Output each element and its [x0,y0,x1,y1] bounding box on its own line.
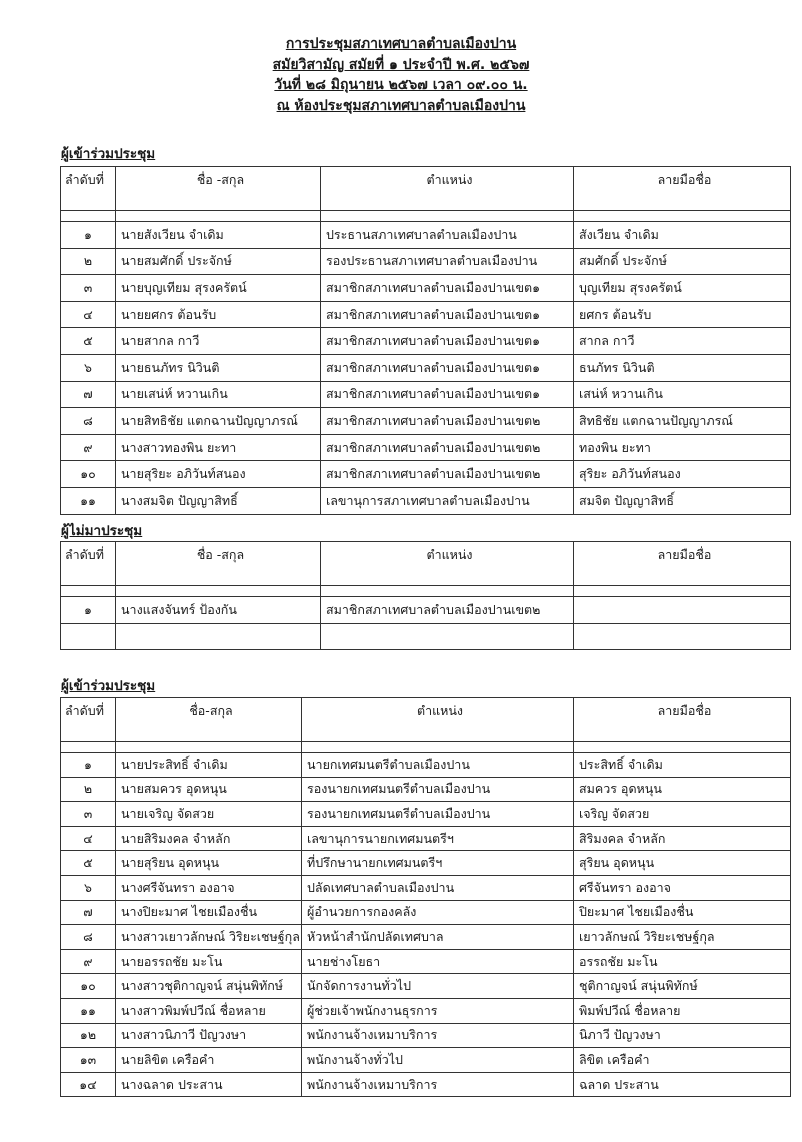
signature-cell: เยาวลักษณ์ วิริยะเชษฐ์กุล [574,925,791,950]
meeting-title: การประชุมสภาเทศบาลตำบลเมืองปาน [285,36,517,52]
attendees-table [60,166,791,515]
meeting-date-time: วันที่ ๒๘ มิถุนายน ๒๕๖๗ เวลา ๐๙.๐๐ น. [274,77,528,93]
signature-cell: ทองพิน ยะทา [574,434,791,461]
row-number-cell: ๗ [61,900,116,925]
name-cell: นายยศกร ต้อนรับ [116,301,321,328]
position-cell: พนักงานจ้างทั่วไป [302,1048,574,1073]
signature-cell: สุริยน อุดหนุน [574,851,791,876]
position-cell: สมาชิกสภาเทศบาลตำบลเมืองปานเขต๒ [321,461,574,488]
document-header [0,34,802,116]
name-cell: นายสมควร อุดหนุน [116,777,302,802]
position-cell: นายช่างโยธา [302,949,574,974]
row-number-cell: ๙ [61,434,116,461]
table-row [61,328,791,355]
signature-cell: สมควร อุดหนุน [574,777,791,802]
row-number-cell: ๑ [61,222,116,249]
name-cell: นายบุญเทียม สุรงครัตน์ [116,275,321,302]
name-cell: นายเสน่ห์ หวานเกิน [116,381,321,408]
position-cell: ที่ปรึกษานายกเทศมนตรีฯ [302,851,574,876]
spacer-cell [116,586,321,597]
name-cell: นางสาวนิภาวี ปัญวงษา [116,1023,302,1048]
position-cell: เลขานุการสภาเทศบาลตำบลเมืองปาน [321,487,574,514]
row-number-cell: ๔ [61,301,116,328]
name-cell: นายลิขิต เครือคำ [116,1048,302,1073]
table-row [61,1048,791,1073]
name-cell: นางสมจิต ปัญญาสิทธิ์ [116,487,321,514]
empty-cell [321,623,574,650]
column-header-name: ชื่อ -สกุล [116,542,321,586]
signature-cell: สิริมงคล จำหลัก [574,826,791,851]
table-row [61,461,791,488]
column-header-no: ลำดับที่ [61,167,116,211]
table-row [61,222,791,249]
position-cell: สมาชิกสภาเทศบาลตำบลเมืองปานเขต๑ [321,381,574,408]
table-row [61,998,791,1023]
signature-cell: นิภาวี ปัญวงษา [574,1023,791,1048]
spacer-row [61,742,791,753]
attendees-rows [61,211,791,515]
position-cell: ประธานสภาเทศบาลตำบลเมืองปาน [321,222,574,249]
spacer-cell [302,742,574,753]
column-header-signature: ลายมือชื่อ [574,698,791,742]
signature-cell: สมจิต ปัญญาสิทธิ์ [574,487,791,514]
empty-row [61,623,791,650]
signature-cell: บุญเทียม สุรงครัตน์ [574,275,791,302]
empty-cell [116,623,321,650]
meeting-session: สมัยวิสามัญ สมัยที่ ๑ ประจำปี พ.ศ. ๒๕๖๗ [272,56,530,73]
signature-cell: เจริญ จัดสวย [574,802,791,827]
absentees-rows [61,586,791,624]
table-row [61,974,791,999]
row-number-cell: ๑๐ [61,974,116,999]
name-cell: นายสิริมงคล จำหลัก [116,826,302,851]
row-number-cell: ๑ [61,753,116,778]
signature-cell: ศรีจันทรา องอาจ [574,875,791,900]
signature-cell: สังเวียน จำเดิม [574,222,791,249]
name-cell: นางสาวชุติกาญจน์ สนุ่นพิทักษ์ [116,974,302,999]
name-cell: นายสุริยน อุดหนุน [116,851,302,876]
spacer-cell [61,586,116,597]
position-cell: รองนายกเทศมนตรีตำบลเมืองปาน [302,777,574,802]
signature-cell: สุริยะ อภิวันท์สนอง [574,461,791,488]
table-row [61,1023,791,1048]
position-cell: สมาชิกสภาเทศบาลตำบลเมืองปานเขต๑ [321,328,574,355]
spacer-cell [574,742,791,753]
row-number-cell: ๑๓ [61,1048,116,1073]
position-cell: นักจัดการงานทั่วไป [302,974,574,999]
row-number-cell: ๑๑ [61,487,116,514]
table-row [61,826,791,851]
row-number-cell: ๑๑ [61,998,116,1023]
table-row [61,925,791,950]
table-row [61,248,791,275]
table-row [61,1072,791,1097]
table-row [61,301,791,328]
position-cell: สมาชิกสภาเทศบาลตำบลเมืองปานเขต๑ [321,354,574,381]
signature-cell: เสน่ห์ หวานเกิน [574,381,791,408]
spacer-row [61,586,791,597]
table-row [61,408,791,435]
row-number-cell: ๒ [61,248,116,275]
row-number-cell: ๖ [61,875,116,900]
row-number-cell: ๗ [61,381,116,408]
column-header-no: ลำดับที่ [61,542,116,586]
table-row [61,354,791,381]
column-header-signature: ลายมือชื่อ [574,167,791,211]
spacer-cell [321,586,574,597]
name-cell: นางสาวทองพิน ยะทา [116,434,321,461]
table-row [61,851,791,876]
position-cell: รองประธานสภาเทศบาลตำบลเมืองปาน [321,248,574,275]
spacer-cell [574,586,791,597]
table-row [61,487,791,514]
position-cell: รองนายกเทศมนตรีตำบลเมืองปาน [302,802,574,827]
name-cell: นายสังเวียน จำเดิม [116,222,321,249]
name-cell: นายสมศักดิ์ ประจักษ์ [116,248,321,275]
name-cell: นางฉลาด ประสาน [116,1072,302,1097]
spacer-cell [321,211,574,222]
position-cell: สมาชิกสภาเทศบาลตำบลเมืองปานเขต๑ [321,275,574,302]
signature-cell: ลิขิต เครือคำ [574,1048,791,1073]
position-cell: นายกเทศมนตรีตำบลเมืองปาน [302,753,574,778]
name-cell: นางศรีจันทรา องอาจ [116,875,302,900]
absentees-title: ผู้ไม่มาประชุม [61,523,143,539]
table-header-row [61,542,791,586]
signature-cell: พิมพ์ปวีณ์ ชื่อหลาย [574,998,791,1023]
signature-cell: อรรถชัย มะโน [574,949,791,974]
position-cell: ผู้อำนวยการกองคลัง [302,900,574,925]
column-header-position: ตำแหน่ง [321,542,574,586]
column-header-name: ชื่อ -สกุล [116,167,321,211]
empty-cell [61,623,116,650]
row-number-cell: ๑๔ [61,1072,116,1097]
position-cell: ปลัดเทศบาลตำบลเมืองปาน [302,875,574,900]
signature-cell: ฉลาด ประสาน [574,1072,791,1097]
name-cell: นางปิยะมาศ ไชยเมืองชื่น [116,900,302,925]
name-cell: นายประสิทธิ์ จำเดิม [116,753,302,778]
column-header-position: ตำแหน่ง [321,167,574,211]
row-number-cell: ๓ [61,275,116,302]
spacer-row [61,211,791,222]
column-header-no: ลำดับที่ [61,698,116,742]
table-row [61,753,791,778]
table-row [61,275,791,302]
signature-cell: ยศกร ต้อนรับ [574,301,791,328]
table-row [61,777,791,802]
row-number-cell: ๒ [61,777,116,802]
row-number-cell: ๖ [61,354,116,381]
table-header-row [61,698,791,742]
signature-cell: ปิยะมาศ ไชยเมืองชื่น [574,900,791,925]
table-row [61,597,791,624]
absentees-table [60,541,791,650]
spacer-cell [116,742,302,753]
table-row [61,949,791,974]
participants-table [60,697,791,1097]
row-number-cell: ๑๐ [61,461,116,488]
position-cell: สมาชิกสภาเทศบาลตำบลเมืองปานเขต๒ [321,597,574,624]
row-number-cell: ๘ [61,925,116,950]
spacer-cell [574,211,791,222]
column-header-signature: ลายมือชื่อ [574,542,791,586]
spacer-cell [116,211,321,222]
row-number-cell: ๑๒ [61,1023,116,1048]
participants-rows [61,742,791,1097]
signature-cell [574,597,791,624]
attendees-title: ผู้เข้าร่วมประชุม [61,146,156,162]
name-cell: นางสาวเยาวลักษณ์ วิริยะเชษฐ์กุล [116,925,302,950]
table-header-row [61,167,791,211]
signature-cell: สากล กาวี [574,328,791,355]
row-number-cell: ๕ [61,328,116,355]
column-header-name: ชื่อ-สกุล [116,698,302,742]
position-cell: ผู้ช่วยเจ้าพนักงานธุรการ [302,998,574,1023]
table-row [61,900,791,925]
meeting-location: ณ ห้องประชุมสภาเทศบาลตำบลเมืองปาน [276,97,526,114]
signature-cell: ชุติกาญจน์ สนุ่นพิทักษ์ [574,974,791,999]
position-cell: พนักงานจ้างเหมาบริการ [302,1072,574,1097]
signature-cell: ธนภัทร นิวินติ [574,354,791,381]
table-row [61,875,791,900]
table-row [61,802,791,827]
position-cell: เลขานุการนายกเทศมนตรีฯ [302,826,574,851]
spacer-cell [61,211,116,222]
signature-cell: สมศักดิ์ ประจักษ์ [574,248,791,275]
table-row [61,434,791,461]
position-cell: หัวหน้าสำนักปลัดเทศบาล [302,925,574,950]
signature-cell: ประสิทธิ์ จำเดิม [574,753,791,778]
empty-cell [574,623,791,650]
table-row [61,381,791,408]
name-cell: นายธนภัทร นิวินติ [116,354,321,381]
row-number-cell: ๕ [61,851,116,876]
spacer-cell [61,742,116,753]
position-cell: พนักงานจ้างเหมาบริการ [302,1023,574,1048]
name-cell: นายอรรถชัย มะโน [116,949,302,974]
row-number-cell: ๑ [61,597,116,624]
participants-title: ผู้เข้าร่วมประชุม [61,678,156,694]
name-cell: นายสุริยะ อภิวันท์สนอง [116,461,321,488]
name-cell: นายสิทธิชัย แตกฉานปัญญาภรณ์ [116,408,321,435]
position-cell: สมาชิกสภาเทศบาลตำบลเมืองปานเขต๒ [321,408,574,435]
name-cell: นางแสงจันทร์ ป้องกัน [116,597,321,624]
position-cell: สมาชิกสภาเทศบาลตำบลเมืองปานเขต๒ [321,434,574,461]
row-number-cell: ๔ [61,826,116,851]
name-cell: นางสาวพิมพ์ปวีณ์ ชื่อหลาย [116,998,302,1023]
name-cell: นายเจริญ จัดสวย [116,802,302,827]
column-header-position: ตำแหน่ง [302,698,574,742]
row-number-cell: ๘ [61,408,116,435]
name-cell: นายสากล กาวี [116,328,321,355]
signature-cell: สิทธิชัย แตกฉานปัญญาภรณ์ [574,408,791,435]
row-number-cell: ๓ [61,802,116,827]
row-number-cell: ๙ [61,949,116,974]
position-cell: สมาชิกสภาเทศบาลตำบลเมืองปานเขต๑ [321,301,574,328]
